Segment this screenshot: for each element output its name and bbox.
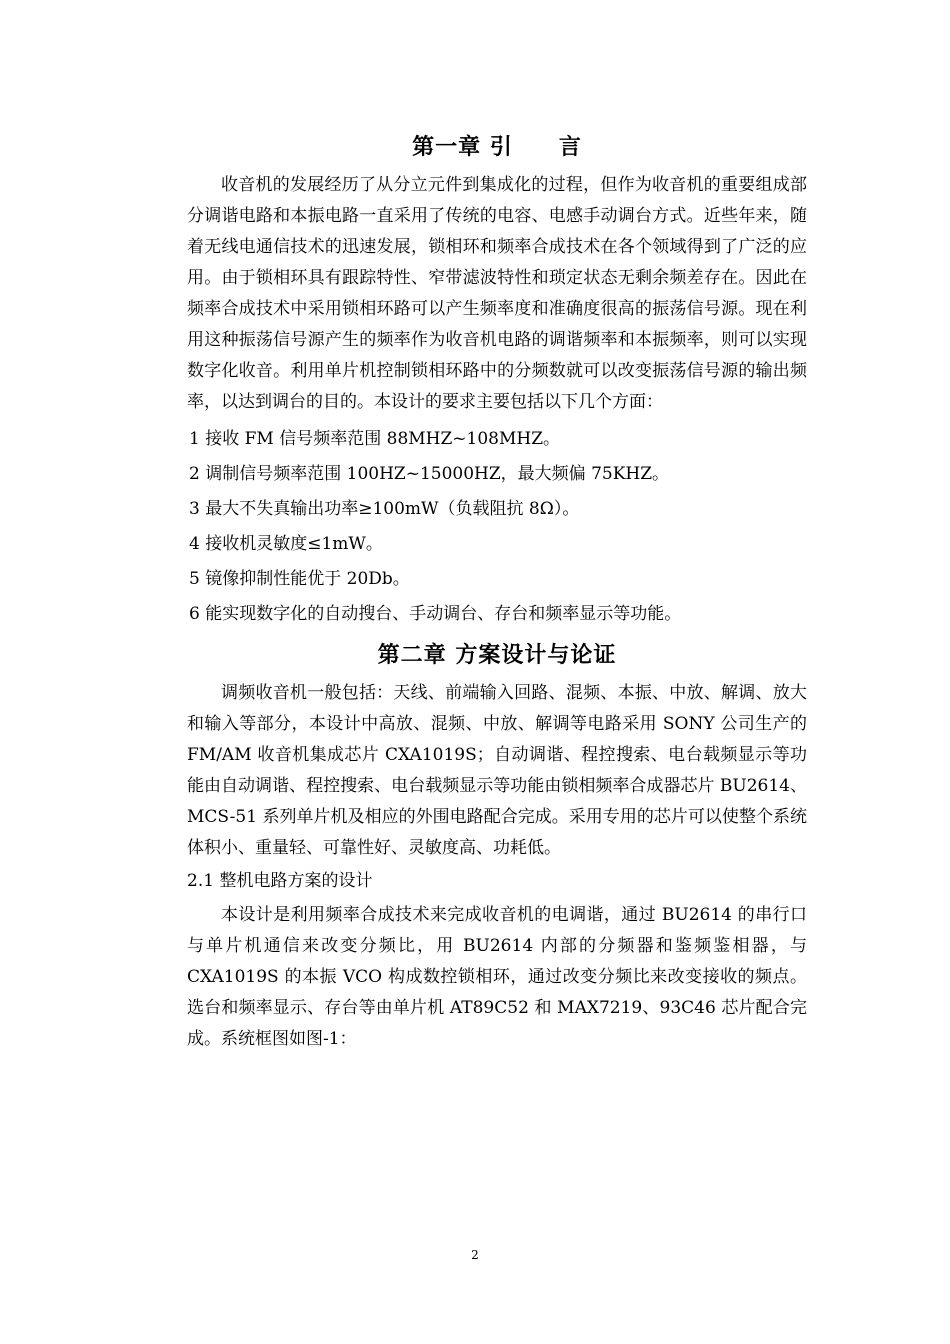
- section-2-1-heading: 2.1 整机电路方案的设计: [187, 871, 373, 891]
- requirements-list: [187, 424, 807, 634]
- requirement-item: 5 镜像抑制性能优于 20Db。: [189, 569, 410, 589]
- chapter-2-paragraph-2: 本设计是利用频率合成技术来完成收音机的电调谐，通过 BU2614 的串行口与单片机通信来改变分频比，用 BU2614 内部的分频器和鉴频鉴相器，与 CXA1019S 的本振 VCO 构成数控锁相环，通过改变分频比来改变接收的频点。选台和频率显示、存台等由单片机 AT89C52 和 MAX7219、93C46 芯片配合完成。系统框图如图-1：: [187, 905, 807, 1049]
- page-content: [187, 132, 807, 1055]
- requirement-item: 1 接收 FM 信号频率范围 88MHZ~108MHZ。: [189, 429, 561, 449]
- chapter-2-paragraph-1: 调频收音机一般包括：天线、前端输入回路、混频、本振、中放、解调、放大和输入等部分，本设计中高放、混频、中放、解调等电路采用 SONY 公司生产的 FM/AM 收音机集成芯片 CXA1019S；自动调谐、程控搜索、电台载频显示等功能由自动调谐、程控搜索、电台载频显示等功能由锁相频率合成器芯片 BU2614、MCS-51 系列单片机及相应的外围电路配合完成。采用专用的芯片可以使整个系统体积小、重量轻、可靠性好、灵敏度高、功耗低。: [187, 683, 807, 858]
- requirement-item: 6 能实现数字化的自动搜台、手动调台、存台和频率显示等功能。: [189, 604, 682, 624]
- chapter-1-paragraph: 收音机的发展经历了从分立元件到集成化的过程，但作为收音机的重要组成部分调谐电路和本振电路一直采用了传统的电容、电感手动调台方式。近些年来，随着无线电通信技术的迅速发展，锁相环和频率合成技术在各个领域得到了广泛的应用。由于锁相环具有跟踪特性、窄带滤波特性和琐定状态无剩余频差存在。因此在频率合成技术中采用锁相环路可以产生频率度和准确度很高的振荡信号源。现在利用这种振荡信号源产生的频率作为收音机电路的调谐频率和本振频率，则可以实现数字化收音。利用单片机控制锁相环路中的分频数就可以改变振荡信号源的输出频率，以达到调台的目的。本设计的要求主要包括以下几个方面：: [187, 175, 807, 412]
- chapter-2-title: 第二章 方案设计与论证: [377, 642, 617, 668]
- requirement-item: 4 接收机灵敏度≤1mW。: [189, 534, 383, 554]
- requirement-item: 3 最大不失真输出功率≥100mW（负载阻抗 8Ω）。: [189, 499, 580, 519]
- page-number: 2: [471, 1248, 479, 1262]
- chapter-1-title: 第一章 引 言: [412, 134, 582, 160]
- requirement-item: 2 调制信号频率范围 100HZ~15000HZ，最大频偏 75KHZ。: [189, 464, 670, 484]
